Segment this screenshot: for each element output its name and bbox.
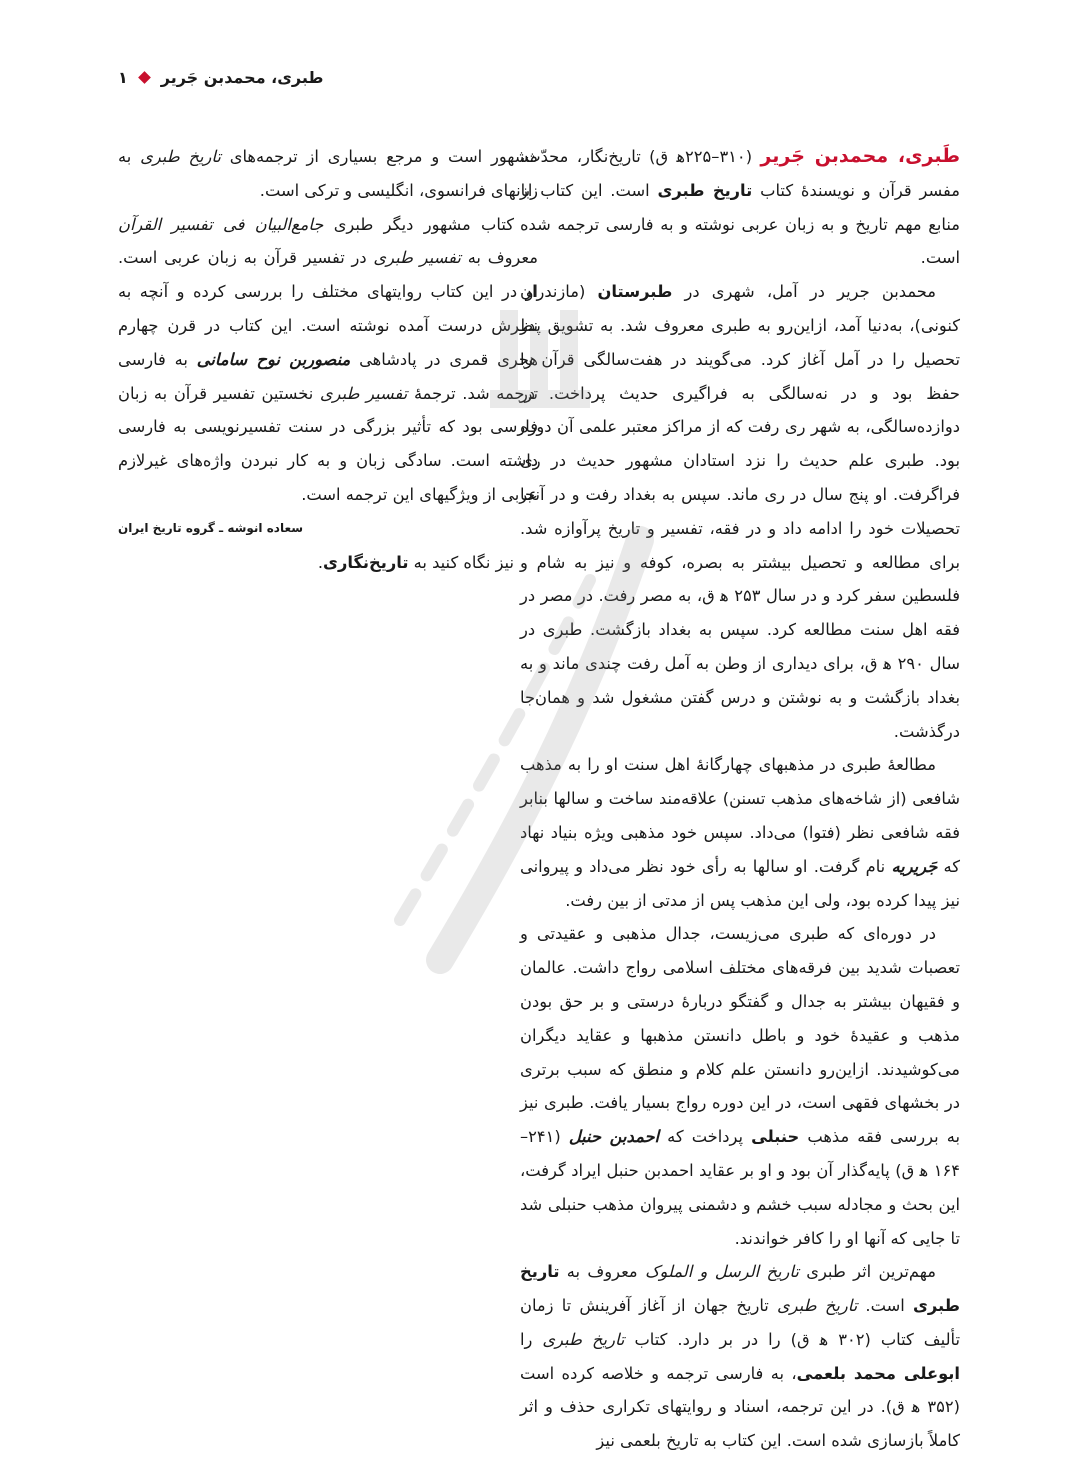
text-run: کتاب مشهور دیگر طبری [323, 214, 515, 234]
author-credit: سعاده انوشه ـ گروه تاریخ ایران [118, 520, 304, 535]
text-run: به فارسی ترجمه شد. ترجمهٔ [118, 349, 538, 403]
text-run: (۳۱۰–۲۲۵ﻫ ق) تاریخ‌نگار، محدّث، مفسر قرآن و نویسندهٔ کتاب [520, 147, 960, 200]
text-run: را [520, 1329, 543, 1349]
text-run: معروف به [559, 1262, 645, 1282]
emphasis-run: جامع‌البیان فی تفسیر القرآن [118, 214, 324, 234]
text-run: . [317, 552, 324, 572]
biography-paragraph [520, 275, 960, 748]
works-paragraph [520, 1255, 960, 1458]
diamond-bullet-icon [138, 71, 151, 84]
emphasis-run: جَریریه [891, 856, 938, 876]
continuation-paragraph [118, 140, 538, 208]
text-run: معروف به [460, 248, 538, 268]
emphasis-run: ابوعلی محمد بلعمی [796, 1363, 960, 1383]
emphasis-run: تاریخ طبری [542, 1329, 625, 1349]
text-run: پرداخت که [659, 1127, 752, 1147]
emphasis-run: حنبلی [751, 1127, 800, 1147]
text-run: محمدبن جریر در آمل، شهری در [672, 282, 936, 302]
text-run: نیز نگاه کنید به [408, 552, 514, 572]
text-run: (مازندران کنونی)، به‌دنیا آمد، ازاین‌رو به طبری معروف شد. به تشویق پدر تحصیل را در آمل آغاز کرد. می‌گویند در هفت‌سالگی قرآن را حفظ بود و در نه‌سالگی به فراگیری حدیث پرداخت. در دوازده‌سالگی، به شهر ری رفت که از مراکز معتبر علمی آن دوره بود. طبری علم حدیث را نزد استادان مشهور حدیث در ری فراگرفت. او پنج سال در ری ماند. سپس به بغداد رفت و در آنجا تحصیلات خود را ادامه داد و در فقه، تفسیر و تاریخ پرآوازه شد. برای مطالعه و تحصیل بیشتر به بصره، کوفه و نیز به شام و فلسطین سفر کرد و در سال ۲۵۳ ﻫ ق، به مصر رفت. در مصر در فقه اهل سنت مطالعه کرد. سپس به بغداد بازگشت. طبری در سال ۲۹۰ ﻫ ق، برای دیداری از وطن به آمل رفت چندی ماند و به بغداد بازگشت و به نوشتن و درس گفتن مشغول شد و همان‌جا درگذشت. [520, 282, 961, 741]
emphasis-run: تاریخ طبری [520, 1262, 960, 1316]
madhhab-paragraph [520, 748, 960, 917]
text-run: به زبانهای فرانسوی، انگلیسی و ترکی است. [118, 147, 538, 200]
text-run: در دوره‌ای که طبری می‌زیست، جدال مذهبی و عقیدتی و تعصبات شدید بین فرقه‌های مختلف اسلامی رواج داشت. عالمان و فقیهان بیشتر به جدال و گفتگو دربارهٔ درستی و بر حق بودن مذهب و عقیدهٔ خود و باطل دانستن مذهبها و عقاید دیگران می‌کوشیدند. ازاین‌رو دانستن علم کلام و منطق که سبب برتری در بخشهای فقهی است، در این دوره رواج بسیار یافت. طبری نیز به بررسی فقه مذهب [520, 924, 960, 1147]
emphasis-run: منصوربن نوح سامانی [196, 349, 351, 369]
right-column [520, 140, 960, 1458]
text-run: مهم‌ترین اثر طبری [798, 1262, 936, 1282]
emphasis-run: تاریخ طبری [140, 147, 221, 166]
emphasis-run: تاریخ طبری [657, 180, 753, 200]
emphasis-run: تاریخ طبری [777, 1296, 858, 1316]
text-run: نخستین تفسیر قرآن به زبان فارسی بود که تأثیر بزرگی در سنت تفسیرنویسی به فارسی داشته است. سادگی زبان و به کار نبردن واژه‌های غیرلازم عربی از ویژگیهای این ترجمه است. [118, 383, 538, 504]
emphasis-run: تفسیر طبری [319, 383, 408, 403]
tafsir-paragraph [118, 208, 538, 512]
text-run: تاریخ جهان از آغاز آفرینش تا زمان تألیف کتاب (۳۰۲ ﻫ ق) را در بر دارد. کتاب [520, 1296, 961, 1349]
text-run: است. این کتاب از منابع مهم تاریخ و به زبان عربی نوشته و به فارسی ترجمه شده است. [520, 180, 960, 268]
running-head [118, 68, 323, 87]
emphasis-run: طبرستان [597, 282, 673, 302]
see-also-reference [118, 546, 538, 580]
emphasis-run: طَبری، محمدبن جَریر [760, 145, 961, 167]
running-head-title: طبری، محمدبن جَریر [160, 68, 324, 87]
author-credit-row [118, 512, 538, 546]
emphasis-run: تاریخ الرسل و الملوک [644, 1262, 799, 1282]
text-run: ، به فارسی ترجمه و خلاصه کرده است (۳۵۲ ﻫ ق). در این ترجمه، اسناد و روایتهای تکراری حذف و اثر کاملاً بازسازی شده است. این کتاب به تاریخ بلعمی نیز [520, 1363, 960, 1451]
text-run: مطالعهٔ طبری در مذهبهای چهارگانهٔ اهل سنت او را به مذهب شافعی (از شاخه‌های مذهب تسنن) علاقه‌مند ساخت و سالها بنابر فقه شافعی نظر (فتوا) می‌داد. سپس خود مذهبی ویژه بنیاد نهاد که [520, 755, 960, 876]
controversy-paragraph [520, 917, 960, 1255]
text-run: است. [857, 1296, 913, 1316]
text-run: مشهور است و مرجع بسیاری از ترجمه‌های [220, 147, 538, 166]
text-run: در تفسیر قرآن به زبان عربی است. او در این کتاب روایتهای مختلف را بررسی کرده و آنچه به نظرش درست آمده نوشته است. این کتاب در قرن چهارم هجری قمری در پادشاهی [118, 248, 538, 369]
text-run: (۲۴۱–۱۶۴ ﻫ ق) پایه‌گذار آن بود و او بر عقاید احمدبن حنبل ایراد گرفت، این بحث و مجادله سبب خشم و دشمنی پیروان مذهب حنبلی شد تا جایی که آنها او را کافر خواندند. [520, 1127, 960, 1248]
emphasis-run: احمدبن حنبل [568, 1127, 660, 1147]
page-number: ۱ [118, 68, 128, 87]
text-run: نام گرفت. او سالها به رأی خود نظر می‌داد و پیروانی نیز پیدا کرده بود، ولی این مذهب پس از مدتی از بین رفت. [520, 856, 960, 910]
entry-intro-paragraph [520, 140, 960, 275]
emphasis-run: تفسیر طبری [373, 248, 461, 268]
left-column [118, 140, 538, 579]
emphasis-run: تاریخ‌نگاری [323, 552, 409, 572]
